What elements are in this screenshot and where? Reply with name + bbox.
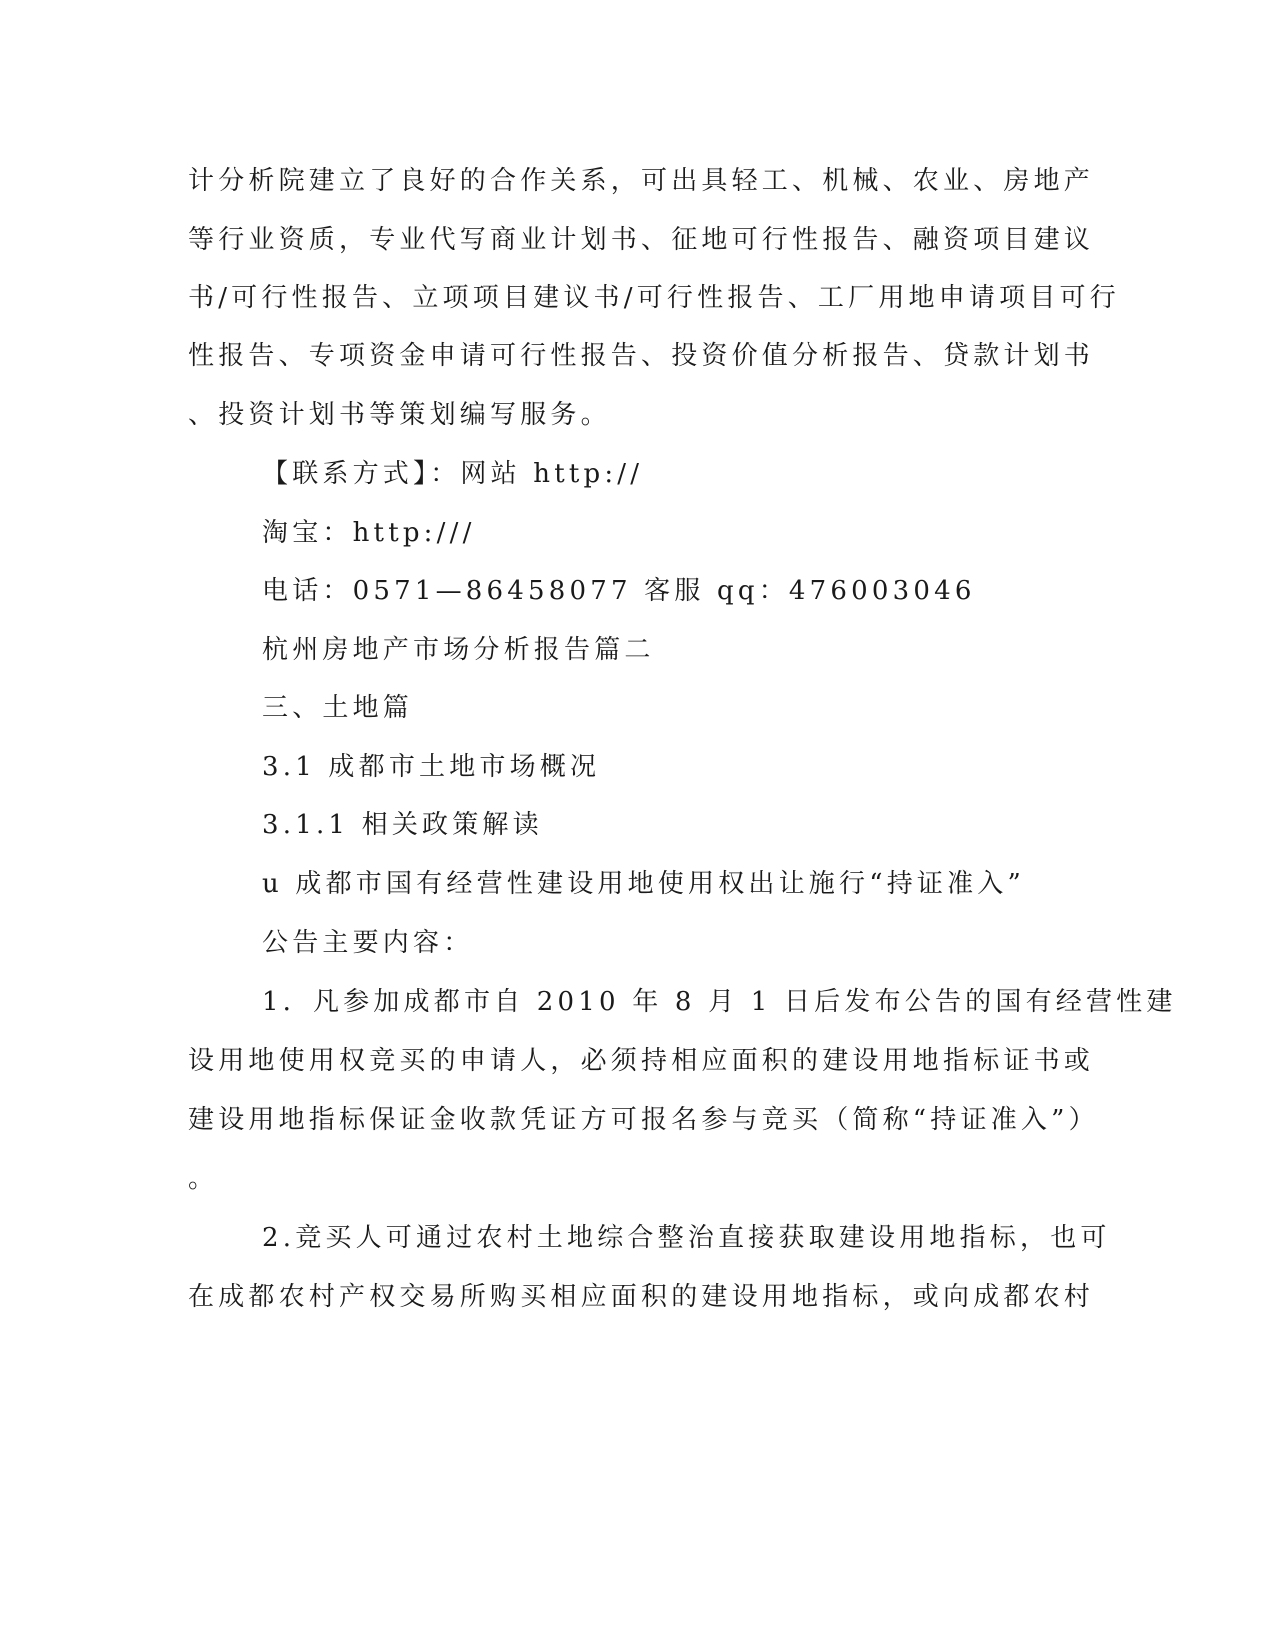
list-item-2-line: 在成都农村产权交易所购买相应面积的建设用地指标，或向成都农村 xyxy=(188,1282,1095,1312)
contact-phone: 电话：0571—86458077 客服 qq：476003046 xyxy=(262,576,976,606)
paragraph-line: 书/可行性报告、立项项目建议书/可行性报告、工厂用地申请项目可行 xyxy=(188,283,1120,313)
paragraph-line: 性报告、专项资金申请可行性报告、投资价值分析报告、贷款计划书 xyxy=(188,341,1095,371)
paragraph-line: 计分析院建立了良好的合作关系，可出具轻工、机械、农业、房地产 xyxy=(188,166,1095,196)
list-item-2-line: 2.竞买人可通过农村土地综合整治直接获取建设用地指标，也可 xyxy=(262,1223,1111,1253)
paragraph-line: 、投资计划书等策划编写服务。 xyxy=(188,400,611,430)
subsubsection-heading: 3.1.1 相关政策解读 xyxy=(262,810,543,840)
paragraph-line: 等行业资质，专业代写商业计划书、征地可行性报告、融资项目建议 xyxy=(188,225,1095,255)
subsection-heading: 3.1 成都市土地市场概况 xyxy=(262,752,601,782)
list-item-1-line: 建设用地指标保证金收款凭证方可报名参与竞买（简称“持证准入”） xyxy=(188,1105,1099,1135)
contact-taobao: 淘宝：http:/// xyxy=(262,518,476,548)
bullet-item: u 成都市国有经营性建设用地使用权出让施行“持证准入” xyxy=(262,869,1025,899)
contact-website: 【联系方式】：网站 http:// xyxy=(262,459,644,489)
list-item-1-line: 1．凡参加成都市自 2010 年 8 月 1 日后发布公告的国有经营性建 xyxy=(262,987,1177,1017)
notice-heading: 公告主要内容： xyxy=(262,928,474,958)
list-item-1-line: 设用地使用权竞买的申请人，必须持相应面积的建设用地指标证书或 xyxy=(188,1046,1095,1076)
article-title: 杭州房地产市场分析报告篇二 xyxy=(262,635,655,665)
list-item-1-line: 。 xyxy=(188,1164,219,1194)
section-heading: 三、土地篇 xyxy=(262,693,414,723)
